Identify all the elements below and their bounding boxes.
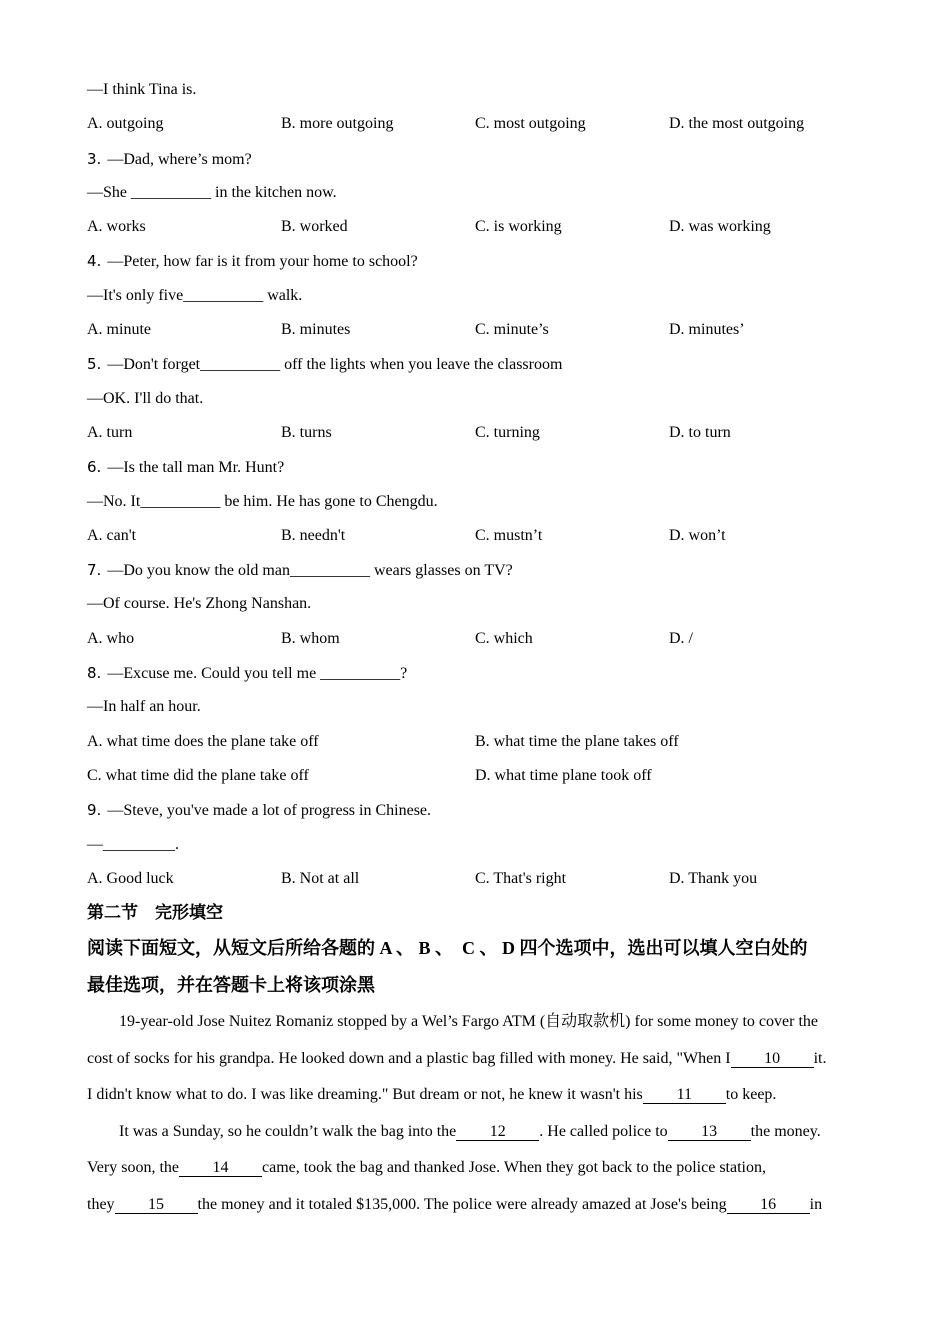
q6-option-a: A. can't [87,526,137,544]
q6-option-c: C. mustn’t [475,526,543,544]
q2-option-d: D. the most outgoing [669,115,805,133]
q8-option-a: A. what time does the plane take off [87,732,319,750]
q5-reply: —OK. I'll do that. [87,389,204,407]
q8-prompt-line [87,656,887,690]
q8-reply: —In half an hour. [87,698,201,716]
q9-options [87,862,887,896]
q6-reply: —No. It__________ be him. He has gone to Chengdu. [87,492,438,510]
q9-prompt-line [87,793,887,827]
q2-option-b: B. more outgoing [281,115,394,133]
q3-option-d: D. was working [669,218,771,236]
passage-text: the money. [750,1122,821,1140]
q9-option-d: D. Thank you [669,869,758,887]
q4-option-a: A. minute [87,321,151,339]
q7-options [87,622,887,656]
multiple-choice-section [87,73,887,930]
q5-options [87,416,887,450]
passage-text: it. [813,1049,827,1067]
q7-reply: —Of course. He's Zhong Nanshan. [87,595,312,613]
q3-option-b: B. worked [281,218,348,236]
q2-option-a: A. outgoing [87,115,164,133]
q2-option-c: C. most outgoing [475,115,586,133]
instructions-line-1: 阅读下面短文，从短文后所给各题的 A 、 B 、 C 、 D 四个选项中，选出可以填人空白处的 [87,938,808,958]
q4-number: 4. [87,252,102,271]
q5-prompt: —Don't forget__________ off the lights when you leave the classroom [107,356,563,374]
q6-prompt-line [87,450,887,484]
blank-13: 13 [668,1123,751,1141]
passage-p1-line-3 [87,1077,887,1114]
q2-options [87,107,887,141]
passage-text: in [809,1195,823,1213]
q5-number: 5. [87,355,102,374]
passage-p2-line-1 [87,1114,887,1151]
q9-prompt: —Steve, you've made a lot of progress in Chinese. [107,802,432,820]
passage-p2-line-2 [87,1150,887,1187]
q4-options [87,313,887,347]
blank-11: 11 [643,1086,726,1104]
q8-options-row-2 [87,759,887,793]
q8-prompt: —Excuse me. Could you tell me __________? [107,665,408,683]
blank-12: 12 [456,1123,539,1141]
passage-text: 19-year-old Jose Nuitez Romaniz stopped by a Wel’s Fargo ATM (自动取款机) for some money to cover the [119,1013,819,1030]
q4-option-d: D. minutes’ [669,321,745,339]
q3-reply: —She __________ in the kitchen now. [87,183,337,201]
passage-p1-line-2 [87,1041,887,1078]
passage-text: to keep. [725,1086,777,1103]
q5-option-c: C. turning [475,423,540,441]
q9-reply: —_________. [87,835,179,853]
q7-option-d: D. / [669,629,693,647]
q6-options [87,519,887,553]
passage-text: cost of socks for his grandpa. He looked down and a plastic bag filled with money. He said, "When I [87,1049,731,1067]
q2-reply: —I think Tina is. [87,81,197,98]
q6-number: 6. [87,458,102,477]
blank-16: 16 [727,1196,810,1214]
q5-option-b: B. turns [281,423,332,441]
q4-option-b: B. minutes [281,321,351,339]
passage-text: . He called police to [539,1122,668,1140]
blank-10: 10 [731,1050,814,1068]
q4-option-c: C. minute’s [475,321,549,339]
q5-option-d: D. to turn [669,423,731,441]
q7-number: 7. [87,561,102,580]
passage-text: came, took the bag and thanked Jose. When they got back to the police station, [261,1159,766,1176]
q8-options-row-1 [87,725,887,759]
passage-p2-line-3 [87,1187,887,1224]
q7-option-c: C. which [475,629,533,647]
q3-number: 3. [87,149,102,168]
cloze-passage [87,1004,887,1223]
passage-text: It was a Sunday, so he couldn’t walk the bag into the [119,1122,457,1140]
q9-number: 9. [87,801,102,820]
q9-option-c: C. That's right [475,869,567,887]
passage-text: Very soon, the [87,1159,179,1176]
q8-option-b: B. what time the plane takes off [475,732,679,750]
q7-option-a: A. who [87,629,135,647]
passage-p1-line-1 [87,1004,887,1041]
q8-option-c: C. what time did the plane take off [87,766,309,784]
blank-14: 14 [179,1159,262,1177]
q4-reply: —It's only five__________ walk. [87,286,303,304]
q3-option-c: C. is working [475,218,562,236]
instructions-line-2: 最佳选项，并在答题卡上将该项涂黑 [87,975,375,995]
blank-15: 15 [115,1196,198,1214]
q9-option-b: B. Not at all [281,869,360,887]
q7-prompt: —Do you know the old man__________ wears glasses on TV? [107,562,513,580]
q6-option-b: B. needn't [281,526,346,544]
q4-prompt-line [87,244,887,278]
passage-text: I didn't know what to do. I was like dreaming." But dream or not, he knew it wasn't his [87,1086,643,1103]
q6-prompt: —Is the tall man Mr. Hunt? [107,459,285,477]
q6-option-d: D. won’t [669,526,726,544]
q5-prompt-line [87,347,887,381]
q3-prompt: —Dad, where’s mom? [107,150,252,168]
q8-option-d: D. what time plane took off [475,766,652,784]
q7-prompt-line [87,553,887,587]
q3-options [87,210,887,244]
section-instructions [87,930,907,1004]
q4-prompt: —Peter, how far is it from your home to school? [107,253,418,271]
q7-option-b: B. whom [281,629,340,647]
q3-prompt-line [87,142,887,176]
q3-option-a: A. works [87,218,146,236]
q8-number: 8. [87,664,102,683]
section-title: 第二节 完形填空 [87,903,223,923]
q9-option-a: A. Good luck [87,869,174,887]
passage-text: the money and it totaled $135,000. The police were already amazed at Jose's being [197,1195,727,1213]
q5-option-a: A. turn [87,423,133,441]
passage-text: they [87,1195,115,1213]
